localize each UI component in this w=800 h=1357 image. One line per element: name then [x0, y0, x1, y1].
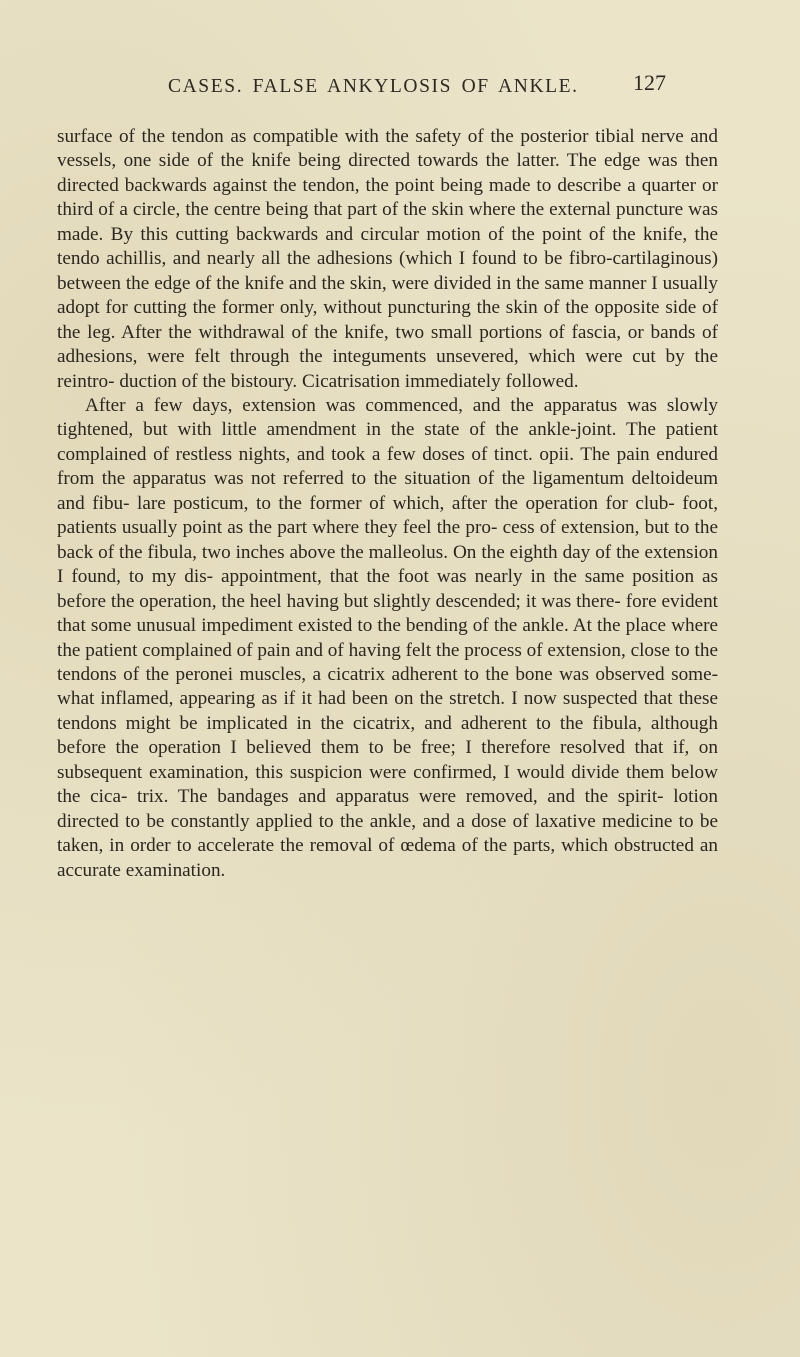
body-text [57, 125, 718, 883]
paragraph: After a few days, extension was commenced, and the apparatus was slowly tightened, but with little amendment in the state of the ankle-joint. The patient complained of restless nights, and took a few doses of tinct. opii. The pain endured from the apparatus was not referred to the situation of the ligamentum deltoideum and fibu- lare posticum, to the former of which, after the operation for club- foot, patients usually point as the part where they feel the pro- cess of extension, but to the back of the fibula, two inches above the malleolus. On the eighth day of the extension I found, to my dis- appointment, that the foot was nearly in the same position as before the operation, the heel having but slightly descended; it was there- fore evident that some unusual impediment existed to the bending of the ankle. At the place where the patient complained of pain and of having felt the process of extension, close to the tendons of the peronei muscles, a cicatrix adherent to the bone was observed some- what inflamed, appearing as if it had been on the stretch. I now suspected that these tendons might be implicated in the cicatrix, and adherent to the fibula, although before the operation I believed them to be free; I therefore resolved that if, on subsequent examination, this suspicion were confirmed, I would divide them below the cica- trix. The bandages and apparatus were removed, and the spirit- lotion directed to be constantly applied to the ankle, and a dose of laxative medicine to be taken, in order to accelerate the removal of œdema of the parts, which obstructed an accurate examination. [57, 394, 718, 881]
running-title: CASES. FALSE ANKYLOSIS OF ANKLE. [168, 76, 579, 97]
page-header [0, 70, 800, 106]
page-number: 127 [633, 70, 666, 95]
paragraph-continued: surface of the tendon as compatible with the safety of the posterior tibial nerve and vessels, one side of the knife being directed towards the latter. The edge was then directed backwards against the tendon, the point being made to describe a quarter or third of a circle, the centre being that part of the skin where the external puncture was made. By this cutting backwards and circular motion of the point of the knife, the tendo achillis, and nearly all the adhesions (which I found to be fibro-cartilaginous) between the edge of the knife and the skin, were divided in the same manner I usually adopt for cutting the former only, without puncturing the skin of the opposite side of the leg. After the withdrawal of the knife, two small portions of fascia, or bands of adhesions, were felt through the integuments unsevered, which were cut by the reintro- duction of the bistoury. Cicatrisation immediately followed. [57, 126, 718, 392]
